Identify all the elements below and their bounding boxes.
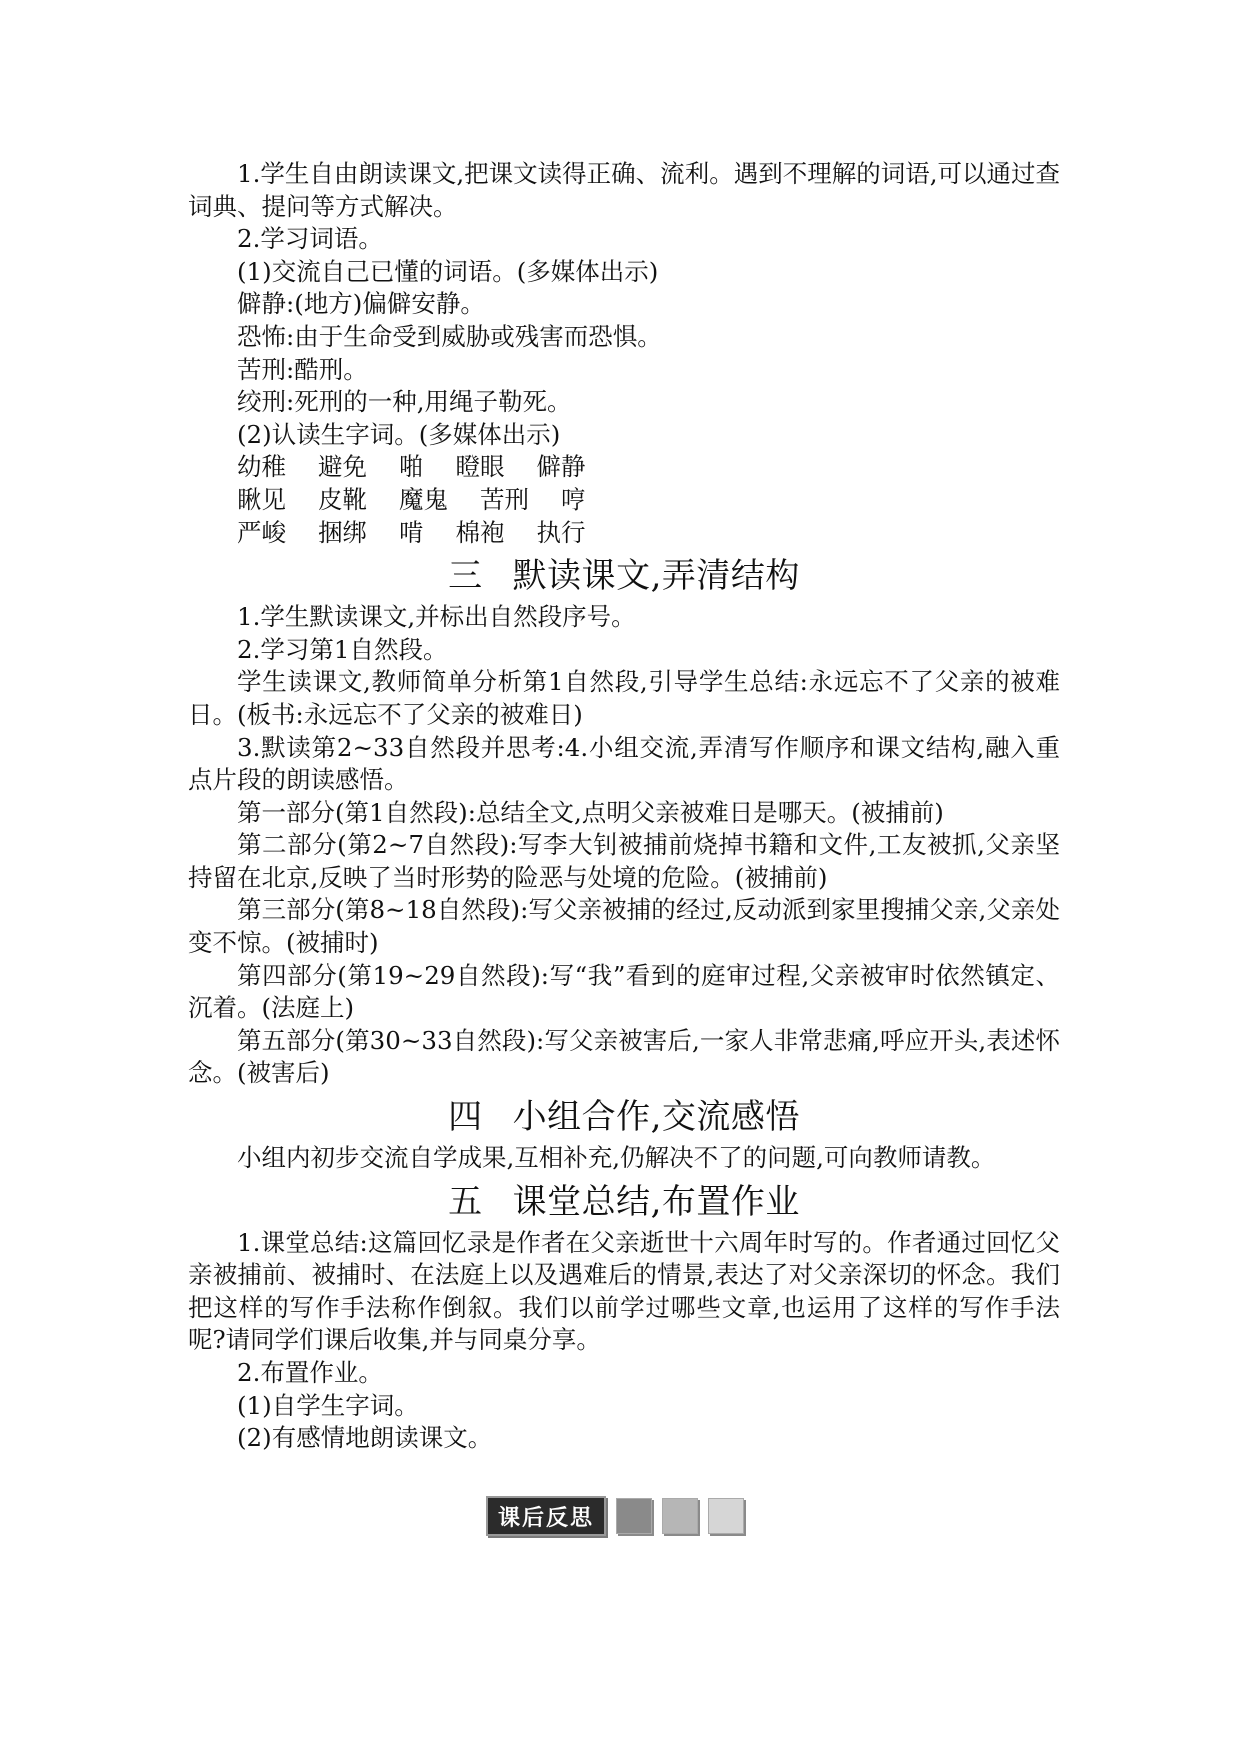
section-number: 三	[448, 556, 483, 597]
paragraph: 1.学生默读课文,并标出自然段序号。	[237, 602, 636, 632]
section-heading	[188, 1177, 1060, 1227]
section-title: 课堂总结,布置作业	[512, 1181, 800, 1222]
vocabulary-word: 棉袍	[455, 517, 505, 547]
paragraph: 学生读课文,教师简单分析第1自然段,引导学生总结:永远忘不了父亲的被难日。(板书:永远忘不了父亲的被难日)	[188, 667, 1060, 729]
vocabulary-word: 严峻	[237, 517, 286, 547]
vocabulary-row	[237, 484, 1060, 517]
section-number: 四	[448, 1097, 483, 1138]
decorative-square	[708, 1498, 744, 1534]
definition-item: 僻静:(地方)偏僻安静。	[237, 289, 485, 319]
structure-part: 第二部分(第2~7自然段):写李大钊被捕前烧掉书籍和文件,工友被抓,父亲坚持留在北京,反映了当时形势的险恶与处境的危险。(被捕前)	[188, 830, 1060, 892]
paragraph: 1.课堂总结:这篇回忆录是作者在父亲逝世十六周年时写的。作者通过回忆父亲被捕前、被捕时、在法庭上以及遇难后的情景,表达了对父亲深切的怀念。我们把这样的写作手法称作倒叙。我们以前学过哪些文章,也运用了这样的写作手法呢?请同学们课后收集,并与同桌分享。	[188, 1227, 1060, 1355]
paragraph: 1.学生自由朗读课文,把课文读得正确、流利。遇到不理解的词语,可以通过查词典、提问等方式解决。	[188, 159, 1060, 221]
reflection-badge: 课后反思	[486, 1496, 606, 1536]
structure-part: 第三部分(第8~18自然段):写父亲被捕的经过,反动派到家里搜捕父亲,父亲处变不惊。(被捕时)	[188, 895, 1060, 958]
vocabulary-list	[188, 451, 1060, 549]
vocabulary-word: 执行	[536, 517, 586, 547]
vocabulary-row	[237, 517, 1060, 550]
paragraph: 2.学习第1自然段。	[237, 634, 448, 664]
section-heading	[188, 1092, 1060, 1142]
lesson-content	[188, 158, 1060, 1455]
homework-item: (1)自学生字词。	[237, 1390, 419, 1420]
vocabulary-row	[237, 451, 1060, 484]
vocabulary-word: 苦刑	[480, 484, 529, 514]
paragraph: 3.默读第2~33自然段并思考:4.小组交流,弄清写作顺序和课文结构,融入重点片段的朗读感悟。	[188, 732, 1060, 795]
vocabulary-word: 瞅见	[237, 484, 286, 514]
section-number: 五	[448, 1181, 483, 1222]
paragraph: 小组内初步交流自学成果,互相补充,仍解决不了的问题,可向教师请教。	[237, 1143, 996, 1173]
structure-part: 第一部分(第1自然段):总结全文,点明父亲被难日是哪天。(被捕前)	[237, 797, 944, 827]
definition-item: 恐怖:由于生命受到威胁或残害而恐惧。	[237, 321, 662, 351]
section-title: 小组合作,交流感悟	[512, 1097, 800, 1138]
reflection-banner	[486, 1498, 744, 1534]
paragraph: (2)认读生字词。(多媒体出示)	[237, 419, 561, 449]
paragraph: 2.布置作业。	[237, 1358, 383, 1387]
vocabulary-word: 啪	[399, 452, 424, 482]
decorative-square	[616, 1498, 652, 1534]
definition-item: 苦刑:酷刑。	[237, 354, 368, 384]
homework-item: (2)有感情地朗读课文。	[237, 1423, 493, 1453]
vocabulary-word: 捆绑	[318, 517, 367, 547]
structure-part: 第五部分(第30~33自然段):写父亲被害后,一家人非常悲痛,呼应开头,表述怀念。(被害后)	[188, 1025, 1060, 1088]
vocabulary-word: 避免	[318, 452, 367, 482]
vocabulary-word: 幼稚	[237, 452, 286, 482]
section-heading	[188, 551, 1060, 601]
vocabulary-word: 啃	[399, 517, 424, 547]
structure-part: 第四部分(第19~29自然段):写“我”看到的庭审过程,父亲被审时依然镇定、沉着。(法庭上)	[188, 960, 1060, 1023]
vocabulary-word: 哼	[561, 484, 586, 514]
vocabulary-word: 魔鬼	[399, 484, 448, 514]
paragraph: 2.学习词语。	[237, 224, 383, 254]
vocabulary-word: 皮靴	[318, 484, 367, 514]
decorative-square	[662, 1498, 698, 1534]
paragraph: (1)交流自己已懂的词语。(多媒体出示)	[237, 256, 659, 286]
vocabulary-word: 瞪眼	[455, 452, 505, 482]
section-title: 默读课文,弄清结构	[512, 556, 800, 597]
vocabulary-word: 僻静	[536, 452, 586, 482]
definition-item: 绞刑:死刑的一种,用绳子勒死。	[237, 387, 572, 417]
